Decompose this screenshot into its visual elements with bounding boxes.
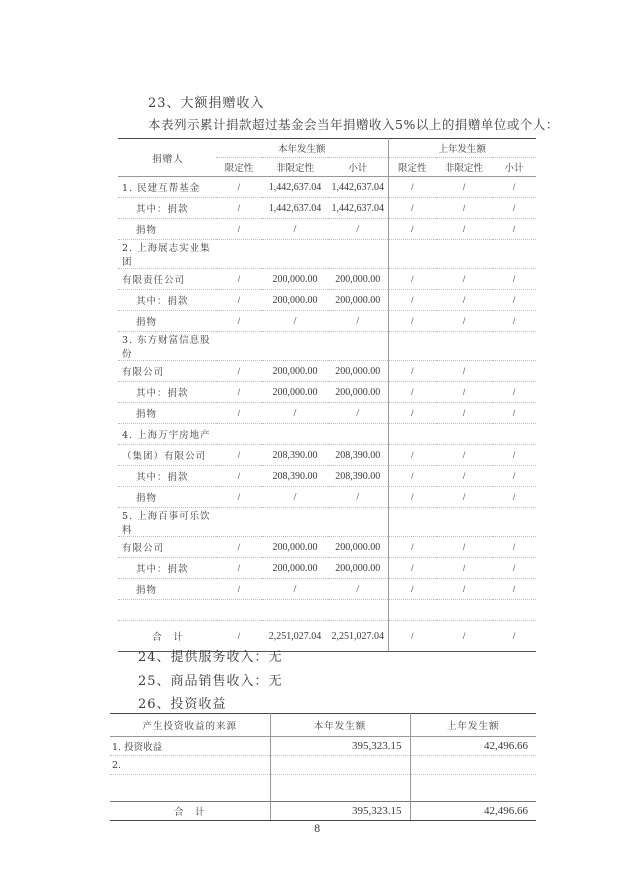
cell-ps: / — [492, 269, 536, 290]
cell-pu: / — [436, 558, 492, 579]
cell-s — [328, 240, 388, 269]
table-row — [118, 445, 536, 466]
cell-ps: / — [492, 311, 536, 332]
cell-u: 200,000.00 — [262, 537, 328, 558]
cell-u — [262, 600, 328, 621]
cell-ps: / — [492, 537, 536, 558]
cell-r: / — [216, 558, 262, 579]
cell-u: / — [262, 579, 328, 600]
cell-pr: / — [388, 445, 436, 466]
total-restricted: / — [216, 621, 262, 652]
cell-pu: / — [436, 579, 492, 600]
cell-s: 200,000.00 — [328, 361, 388, 382]
table-row — [118, 508, 536, 537]
cell-pr: / — [388, 382, 436, 403]
cell-pr — [388, 600, 436, 621]
cell-s: 208,390.00 — [328, 466, 388, 487]
table-row — [118, 382, 536, 403]
cell-s: 200,000.00 — [328, 558, 388, 579]
table-row — [118, 403, 536, 424]
total-subtotal-prior: / — [492, 621, 536, 652]
section-26-heading: 26、投资收益 — [138, 697, 227, 712]
header-unrestricted: 非限定性 — [262, 158, 328, 177]
cell-prior: 42,496.66 — [410, 737, 536, 756]
header-current-year: 本年发生额 — [216, 139, 388, 158]
cell-ps — [492, 600, 536, 621]
cell-r: / — [216, 290, 262, 311]
cell-pr: / — [388, 269, 436, 290]
cell-name: 1. 投资收益 — [110, 737, 270, 756]
total-unrestricted: 2,251,027.04 — [262, 621, 328, 652]
cell-pu: / — [436, 198, 492, 219]
cell-ps — [492, 361, 536, 382]
cell-r — [216, 240, 262, 269]
cell-r: / — [216, 445, 262, 466]
cell-s: / — [328, 579, 388, 600]
cell-u: / — [262, 219, 328, 240]
cell-pr: / — [388, 361, 436, 382]
cell-name: 其中：捐款 — [118, 382, 216, 403]
cell-r: / — [216, 269, 262, 290]
header-restricted-prior: 限定性 — [388, 158, 436, 177]
cell-pu: / — [436, 403, 492, 424]
cell-pu: / — [436, 177, 492, 198]
cell-u: / — [262, 487, 328, 508]
cell-name: 有限公司 — [118, 361, 216, 382]
cell-pr: / — [388, 290, 436, 311]
cell-ps: / — [492, 466, 536, 487]
cell-ps: / — [492, 290, 536, 311]
table-row — [118, 558, 536, 579]
table-row — [118, 269, 536, 290]
cell-pu: / — [436, 382, 492, 403]
cell-s: 208,390.00 — [328, 445, 388, 466]
table-row — [118, 219, 536, 240]
cell-s — [328, 332, 388, 361]
cell-name: 其中：捐款 — [118, 290, 216, 311]
cell-name: 捐物 — [118, 403, 216, 424]
cell-ps — [492, 424, 536, 445]
table-row — [118, 487, 536, 508]
cell-pu: / — [436, 361, 492, 382]
cell-u: 200,000.00 — [262, 269, 328, 290]
cell-u: 1,442,637.04 — [262, 198, 328, 219]
cell-s: 1,442,637.04 — [328, 177, 388, 198]
table-row — [118, 600, 536, 621]
cell-ps: / — [492, 579, 536, 600]
investment-total-label: 合 计 — [110, 802, 270, 821]
section-25-heading: 25、商品销售收入：无 — [138, 674, 283, 689]
cell-pr: / — [388, 177, 436, 198]
cell-name: 其中：捐款 — [118, 198, 216, 219]
table-row — [118, 537, 536, 558]
cell-pr: / — [388, 403, 436, 424]
cell-pu — [436, 332, 492, 361]
cell-s: / — [328, 403, 388, 424]
cell-u: 200,000.00 — [262, 382, 328, 403]
cell-u — [262, 508, 328, 537]
cell-pu: / — [436, 290, 492, 311]
cell-u: 208,390.00 — [262, 466, 328, 487]
cell-pu: / — [436, 487, 492, 508]
cell-cur — [270, 756, 410, 775]
cell-ps: / — [492, 487, 536, 508]
cell-pu: / — [436, 311, 492, 332]
cell-r: / — [216, 361, 262, 382]
table-row — [118, 579, 536, 600]
cell-name: 3. 东方财富信息股份 — [118, 332, 216, 361]
cell-pr: / — [388, 487, 436, 508]
cell-s: / — [328, 219, 388, 240]
cell-ps: / — [492, 382, 536, 403]
cell-pu: / — [436, 466, 492, 487]
section-23-intro: 本表列示累计捐款超过基金会当年捐赠收入5%以上的捐赠单位或个人： — [148, 117, 559, 132]
cell-name: 捐物 — [118, 487, 216, 508]
cell-pr: / — [388, 311, 436, 332]
cell-name: 2. 上海展志实业集团 — [118, 240, 216, 269]
cell-name: 2. — [110, 756, 270, 775]
cell-r: / — [216, 466, 262, 487]
cell-ps: / — [492, 403, 536, 424]
cell-u: 1,442,637.04 — [262, 177, 328, 198]
cell-r: / — [216, 382, 262, 403]
cell-pr: / — [388, 537, 436, 558]
table-row — [118, 177, 536, 198]
header-donor: 捐赠人 — [118, 139, 216, 177]
cell-u: / — [262, 403, 328, 424]
cell-u: / — [262, 311, 328, 332]
page-number: 8 — [314, 824, 321, 835]
cell-name: 捐物 — [118, 219, 216, 240]
cell-u — [262, 240, 328, 269]
investment-total-row — [110, 802, 536, 821]
header-subtotal: 小计 — [328, 158, 388, 177]
cell-ps: / — [492, 445, 536, 466]
header-unrestricted-prior: 非限定性 — [436, 158, 492, 177]
cell-pr: / — [388, 466, 436, 487]
cell-name: 5. 上海百事可乐饮料 — [118, 508, 216, 537]
cell-s: 1,442,637.04 — [328, 198, 388, 219]
total-label: 合 计 — [118, 621, 216, 652]
table-row — [118, 240, 536, 269]
cell-pr — [388, 508, 436, 537]
cell-pu — [436, 240, 492, 269]
header-source: 产生投资收益的来源 — [110, 714, 270, 737]
cell-pr: / — [388, 198, 436, 219]
cell-r: / — [216, 537, 262, 558]
cell-ps: / — [492, 177, 536, 198]
cell-pu: / — [436, 269, 492, 290]
cell-name: 有限公司 — [118, 537, 216, 558]
cell-r: / — [216, 177, 262, 198]
table-row — [118, 466, 536, 487]
cell-r — [216, 424, 262, 445]
total-unrestricted-prior: / — [436, 621, 492, 652]
cell-r: / — [216, 579, 262, 600]
cell-pu — [436, 600, 492, 621]
cell-name: 捐物 — [118, 579, 216, 600]
cell-name: 其中：捐款 — [118, 466, 216, 487]
cell-pr: / — [388, 579, 436, 600]
cell-pr — [388, 332, 436, 361]
cell-r: / — [216, 403, 262, 424]
table-row — [118, 361, 536, 382]
cell-r: / — [216, 198, 262, 219]
cell-ps — [492, 240, 536, 269]
header-restricted: 限定性 — [216, 158, 262, 177]
section-24-heading: 24、提供服务收入：无 — [138, 650, 283, 665]
table-row — [118, 332, 536, 361]
cell-u: 208,390.00 — [262, 445, 328, 466]
cell-pu: / — [436, 445, 492, 466]
cell-ps: / — [492, 198, 536, 219]
total-subtotal: 2,251,027.04 — [328, 621, 388, 652]
cell-ps: / — [492, 558, 536, 579]
table-row — [118, 290, 536, 311]
cell-name: 捐物 — [118, 311, 216, 332]
cell-name: 1. 民建互帮基金 — [118, 177, 216, 198]
cell-name — [118, 600, 216, 621]
cell-name: 其中：捐款 — [118, 558, 216, 579]
cell-r: / — [216, 311, 262, 332]
cell-pr: / — [388, 219, 436, 240]
cell-r — [216, 332, 262, 361]
cell-r — [216, 508, 262, 537]
cell-s: 200,000.00 — [328, 269, 388, 290]
cell-s — [328, 600, 388, 621]
cell-r — [216, 600, 262, 621]
cell-cur: 395,323.15 — [270, 737, 410, 756]
cell-r: / — [216, 219, 262, 240]
header-prior-year: 上年发生额 — [388, 139, 536, 158]
cell-u: 200,000.00 — [262, 290, 328, 311]
investment-total-current: 395,323.15 — [270, 802, 410, 821]
header-current: 本年发生额 — [270, 714, 410, 737]
cell-pr: / — [388, 558, 436, 579]
cell-s — [328, 424, 388, 445]
cell-ps — [492, 508, 536, 537]
cell-name: 有限责任公司 — [118, 269, 216, 290]
cell-s — [328, 508, 388, 537]
cell-pu: / — [436, 219, 492, 240]
total-restricted-prior: / — [388, 621, 436, 652]
cell-s: 200,000.00 — [328, 290, 388, 311]
cell-pu — [436, 424, 492, 445]
cell-ps: / — [492, 219, 536, 240]
cell-s: / — [328, 487, 388, 508]
cell-pu: / — [436, 537, 492, 558]
cell-u: 200,000.00 — [262, 558, 328, 579]
cell-s: 200,000.00 — [328, 382, 388, 403]
cell-pu — [436, 508, 492, 537]
cell-s: 200,000.00 — [328, 537, 388, 558]
investment-income-table — [110, 713, 536, 821]
table-row — [110, 737, 536, 756]
cell-pr — [388, 424, 436, 445]
cell-s: / — [328, 311, 388, 332]
header-prior: 上年发生额 — [410, 714, 536, 737]
cell-r: / — [216, 487, 262, 508]
cell-u — [262, 332, 328, 361]
header-subtotal-prior: 小计 — [492, 158, 536, 177]
table-row — [118, 424, 536, 445]
large-donations-table — [118, 138, 536, 652]
cell-ps — [492, 332, 536, 361]
table-row — [118, 311, 536, 332]
cell-u: 200,000.00 — [262, 361, 328, 382]
cell-name: （集团）有限公司 — [118, 445, 216, 466]
table-row — [118, 198, 536, 219]
cell-prior — [410, 756, 536, 775]
cell-pr — [388, 240, 436, 269]
section-23-heading: 23、大额捐赠收入 — [148, 96, 265, 111]
table-row — [110, 756, 536, 775]
investment-total-prior: 42,496.66 — [410, 802, 536, 821]
cell-u — [262, 424, 328, 445]
cell-name: 4. 上海万宇房地产 — [118, 424, 216, 445]
